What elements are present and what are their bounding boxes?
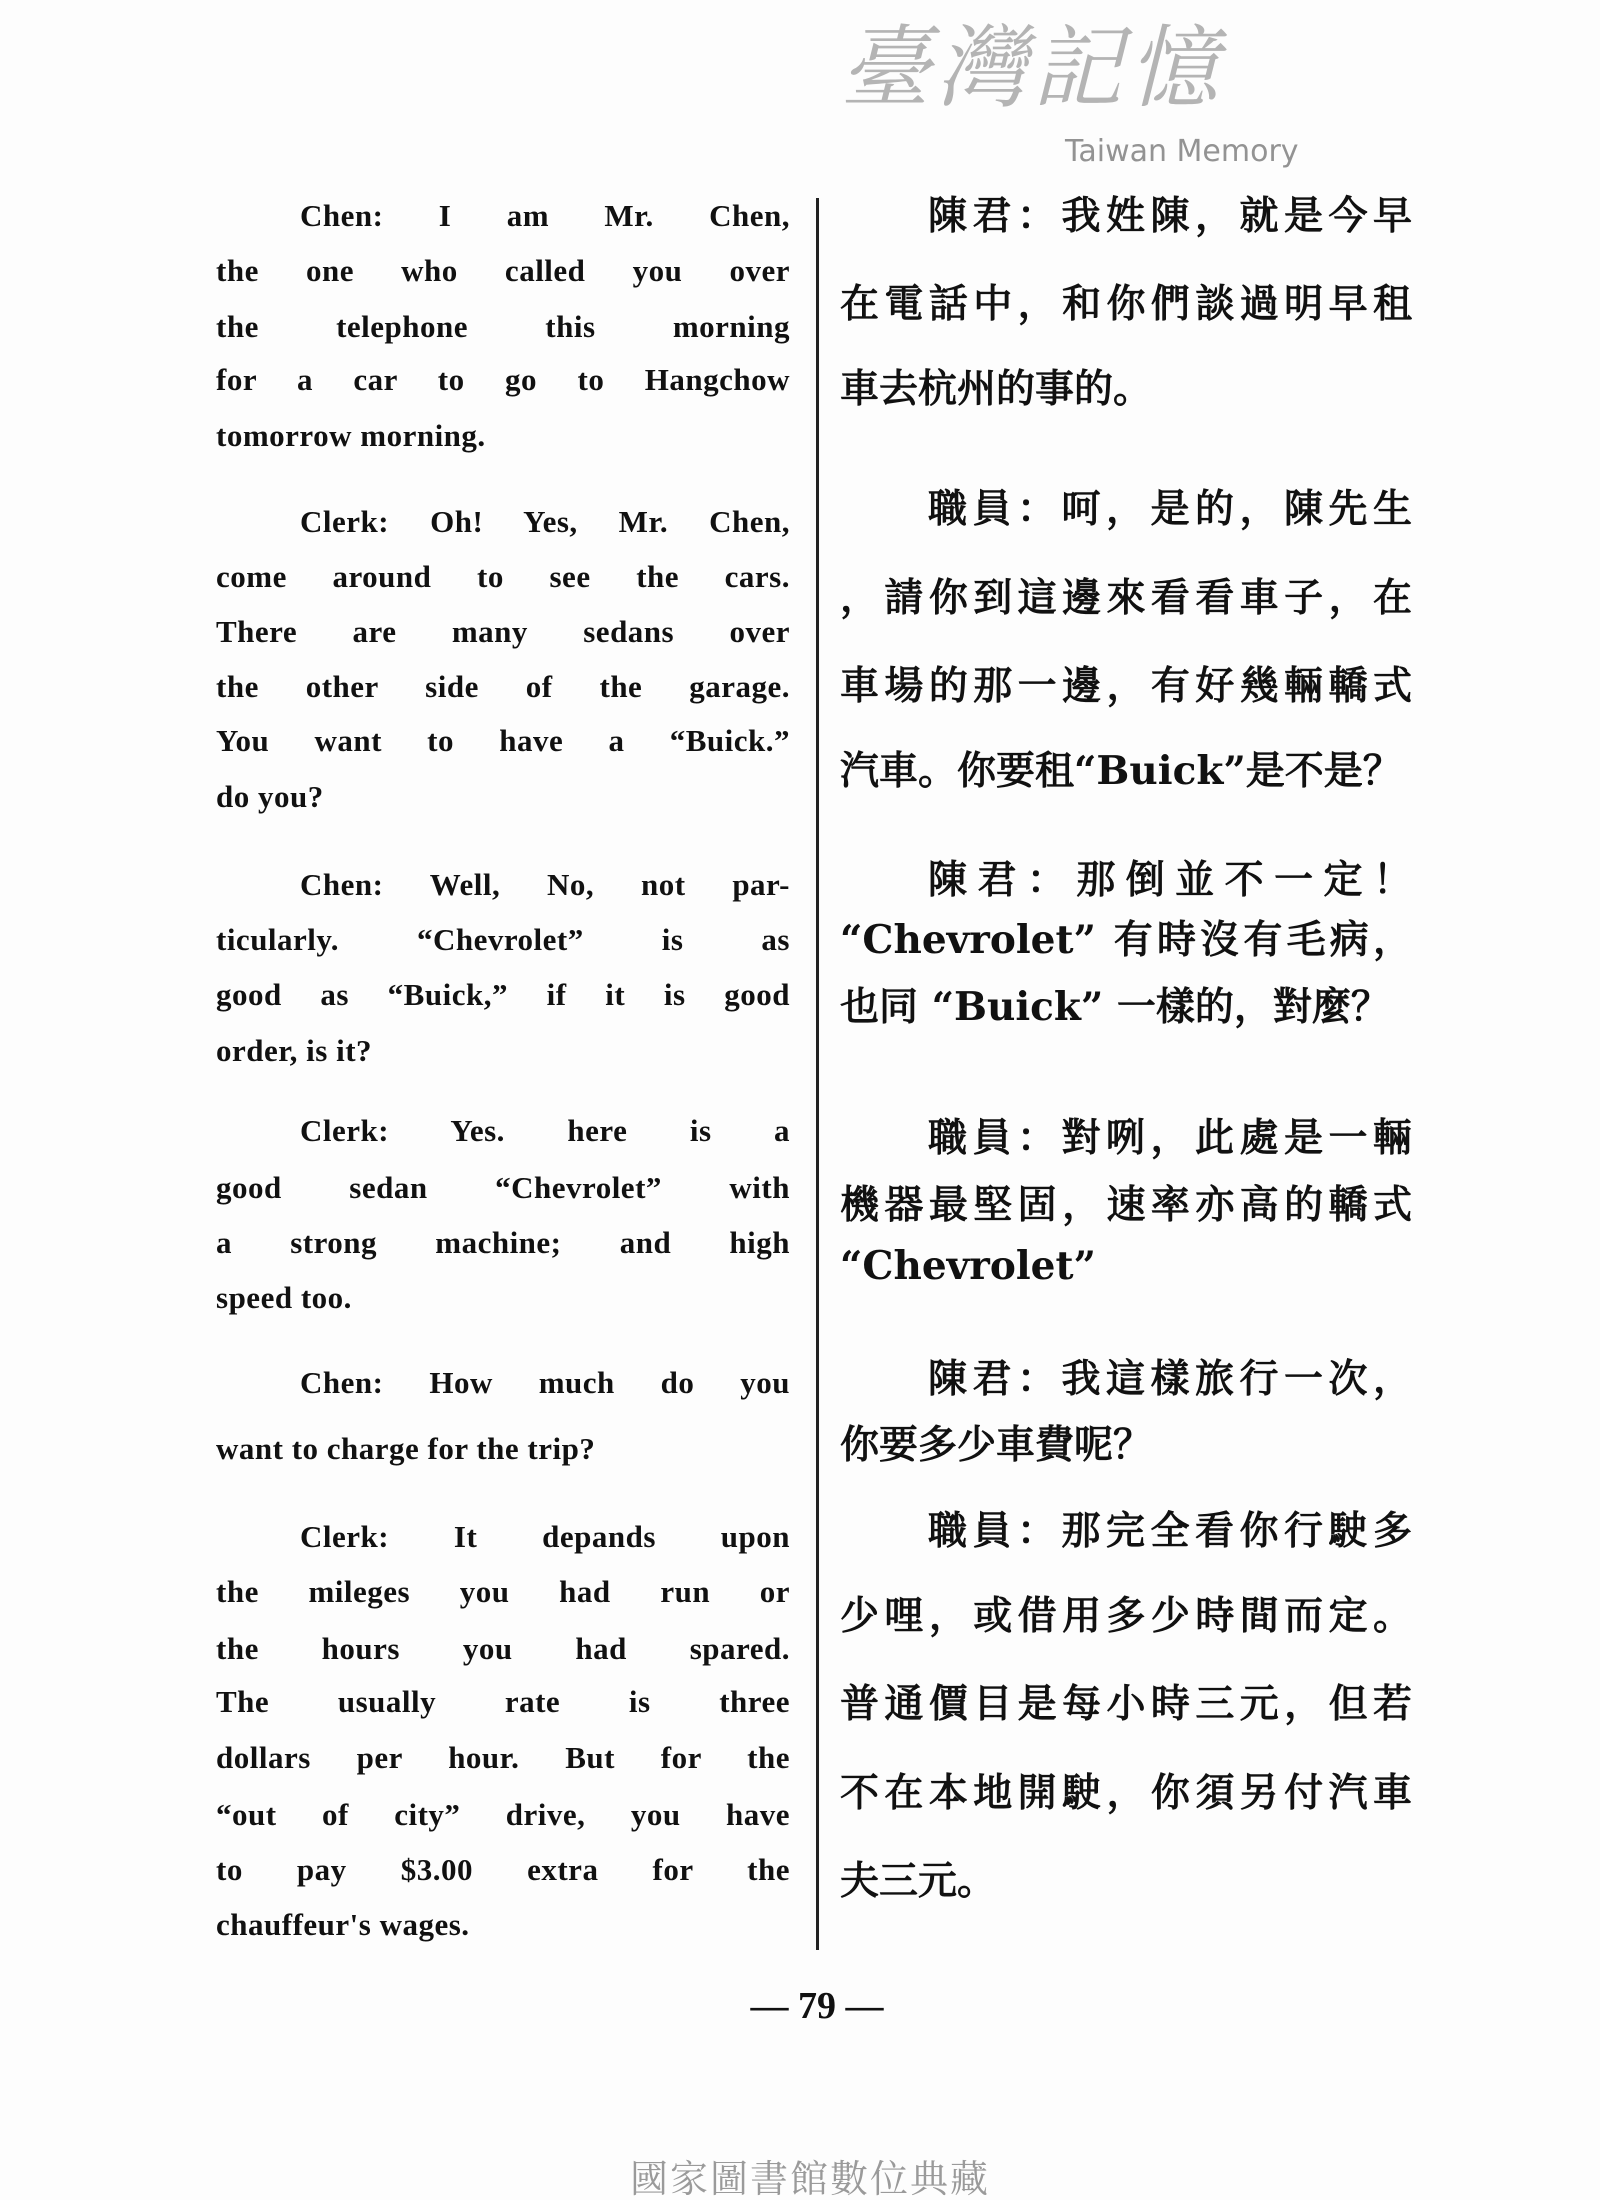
chinese-paragraph-1-line: 在電話中，和你們談過明早租 bbox=[840, 281, 1412, 327]
chinese-paragraph-2-line: 汽車。你要租“Buick”是不是？ bbox=[840, 748, 1402, 794]
chinese-paragraph-5-line: 你要多少車費呢？ bbox=[840, 1422, 1153, 1468]
watermark-logo: 臺灣記憶 bbox=[840, 16, 1224, 121]
chinese-paragraph-4-line: 職員：對咧，此處是一輛 bbox=[928, 1115, 1412, 1161]
chinese-paragraph-1-line: 車去杭州的事的。 bbox=[840, 366, 1153, 412]
chinese-paragraph-2-line: ，請你到這邊來看看車子，在 bbox=[840, 575, 1412, 621]
english-paragraph-2-line: Clerk: Oh! Yes, Mr. Chen, bbox=[300, 504, 790, 539]
english-paragraph-5-line: want to charge for the trip? bbox=[216, 1431, 596, 1466]
library-footer: 國家圖書館數位典藏 bbox=[629, 2157, 990, 2200]
english-paragraph-2-line: There are many sedans over bbox=[216, 614, 790, 649]
english-paragraph-2-line: do you? bbox=[216, 779, 324, 814]
english-paragraph-6-line: The usually rate is three bbox=[216, 1684, 790, 1719]
english-paragraph-2-line: the other side of the garage. bbox=[216, 669, 790, 704]
chinese-paragraph-5-line: 陳君：我這樣旅行一次， bbox=[928, 1356, 1412, 1402]
english-paragraph-2-line: You want to have a “Buick.” bbox=[216, 723, 790, 758]
english-paragraph-4-line: good sedan “Chevrolet” with bbox=[216, 1170, 790, 1205]
column-divider bbox=[816, 198, 819, 1950]
english-paragraph-6-line: “out of city” drive, you have bbox=[216, 1797, 790, 1832]
chinese-paragraph-4-line: “Chevrolet” bbox=[840, 1243, 1096, 1289]
english-paragraph-6-line: the mileges you had run or bbox=[216, 1574, 790, 1609]
english-paragraph-1-line: the telephone this morning bbox=[216, 309, 790, 344]
chinese-paragraph-4-line: 機器最堅固，速率亦高的轎式 bbox=[840, 1182, 1412, 1228]
english-paragraph-6-line: dollars per hour. But for the bbox=[216, 1740, 790, 1775]
chinese-paragraph-3-line: “Chevrolet” 有時沒有毛病， bbox=[840, 917, 1412, 963]
english-paragraph-4-line: Clerk: Yes. here is a bbox=[300, 1113, 790, 1148]
chinese-paragraph-1-line: 陳君：我姓陳，就是今早 bbox=[928, 193, 1412, 239]
chinese-paragraph-3-line: 也同 “Buick” 一樣的，對麼？ bbox=[840, 984, 1390, 1030]
english-paragraph-2-line: come around to see the cars. bbox=[216, 559, 790, 594]
english-paragraph-1-line: Chen: I am Mr. Chen, bbox=[300, 198, 790, 233]
chinese-paragraph-6-line: 不在本地開駛，你須另付汽車 bbox=[840, 1770, 1412, 1816]
chinese-paragraph-6-line: 職員：那完全看你行駛多 bbox=[928, 1508, 1412, 1554]
watermark-subtitle: Taiwan Memory bbox=[1065, 134, 1299, 169]
english-paragraph-3-line: order, is it? bbox=[216, 1033, 373, 1068]
english-paragraph-1-line: the one who called you over bbox=[216, 253, 790, 288]
english-paragraph-3-line: Chen: Well, No, not par- bbox=[300, 867, 790, 902]
english-paragraph-6-line: Clerk: It depands upon bbox=[300, 1519, 790, 1554]
english-paragraph-4-line: a strong machine; and high bbox=[216, 1225, 790, 1260]
english-paragraph-5-line: Chen: How much do you bbox=[300, 1365, 790, 1400]
chinese-paragraph-2-line: 車場的那一邊，有好幾輛轎式 bbox=[840, 663, 1412, 709]
chinese-paragraph-3-line: 陳君：那倒並不一定！ bbox=[928, 857, 1412, 903]
english-paragraph-3-line: ticularly. “Chevrolet” is as bbox=[216, 922, 790, 957]
english-paragraph-1-line: tomorrow morning. bbox=[216, 418, 486, 453]
page-number: — 79 — bbox=[750, 1985, 884, 2027]
english-paragraph-6-line: to pay $3.00 extra for the bbox=[216, 1852, 790, 1887]
chinese-paragraph-2-line: 職員：呵，是的，陳先生 bbox=[928, 486, 1412, 532]
chinese-paragraph-6-line: 夫三元。 bbox=[840, 1858, 997, 1904]
english-paragraph-6-line: chauffeur's wages. bbox=[216, 1907, 470, 1942]
chinese-paragraph-6-line: 少哩，或借用多少時間而定。 bbox=[840, 1593, 1412, 1639]
chinese-paragraph-6-line: 普通價目是每小時三元，但若 bbox=[840, 1681, 1412, 1727]
english-paragraph-6-line: the hours you had spared. bbox=[216, 1631, 790, 1666]
english-paragraph-4-line: speed too. bbox=[216, 1280, 352, 1315]
english-paragraph-3-line: good as “Buick,” if it is good bbox=[216, 977, 790, 1012]
taiwan-memory-watermark bbox=[840, 14, 1400, 184]
english-paragraph-1-line: for a car to go to Hangchow bbox=[216, 362, 790, 397]
